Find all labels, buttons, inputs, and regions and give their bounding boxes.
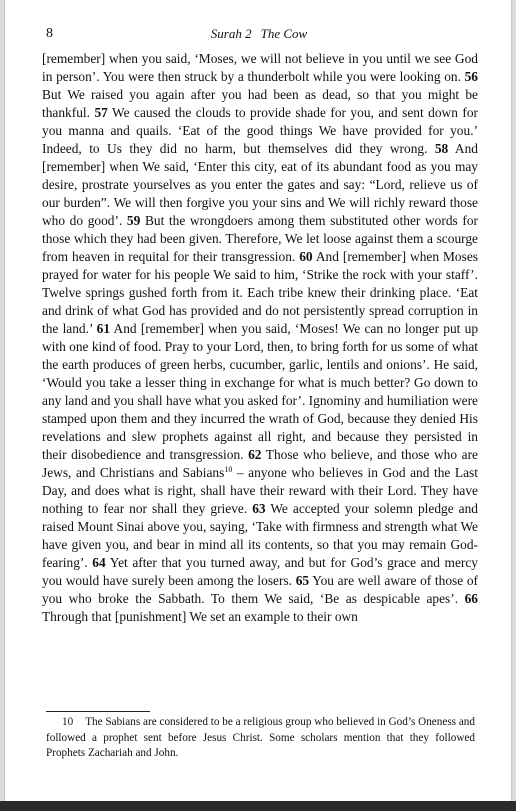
verse-number: 65 xyxy=(295,573,310,589)
text-segment: – anyone who believes in God and the Last Day, and does what is right, shall have their reward with their Lord. They have nothing to fear nor shall they grieve. xyxy=(42,465,478,517)
book-page xyxy=(5,0,511,801)
verse-number: 61 xyxy=(96,321,111,337)
running-head xyxy=(45,26,473,44)
verse-number: 56 xyxy=(464,69,478,85)
verse-number: 66 xyxy=(464,591,478,607)
verse-number: 60 xyxy=(299,249,313,265)
text-segment: You are well aware of those of you who broke the Sabbath. To them We said, ‘Be as despicable apes’. xyxy=(42,573,479,607)
footnote-reference[interactable]: 10 xyxy=(224,465,233,475)
page-number: 8 xyxy=(46,26,53,41)
text-segment: And [remember] when you said, ‘Moses! We can no longer put up with one kind of food. Pray to your Lord, then, to bring forth for us some of what the earth produces of green herbs, cucumber, garlic, lentils and onions’. He said, ‘Would you take a lesser thing in exchange for what is much better? Go down to any land and you shall have what you asked for’. Ignominy and humiliation were stamped upon them and they incurred the wrath of God, because they denied His revelations and slew prophets against all right, and because they persisted in their disobedience and transgression. xyxy=(42,321,479,463)
verse-number: 62 xyxy=(248,447,262,463)
surah-label: Surah 2 xyxy=(210,26,252,41)
footnote-divider xyxy=(46,711,150,712)
footnote-number: 10 xyxy=(62,716,74,728)
text-segment: And [remember] when Moses prayed for water for his people We said to him, ‘Strike the rock with your staff’. Twelve springs gushed forth from it. Each tribe knew their drinking place. ‘Eat and drink of what God has provided and do not persistently spread corruption in the land.’ xyxy=(42,249,478,337)
viewer-bottom-bar xyxy=(0,801,516,811)
text-segment: Yet after that you turned away, and but for God’s grace and mercy you would have surely been among the losers. xyxy=(42,555,478,589)
text-segment: Through that [punishment] We set an example to their own xyxy=(42,609,358,625)
verse-number: 59 xyxy=(126,213,141,229)
verse-number: 64 xyxy=(92,555,106,571)
text-segment: And [remember] when We said, ‘Enter this city, eat of its abundant food as you may desire, prostrate yourselves as you enter the gates and say: “Lord, relieve us of our burden”. We will then forgive you your sins and We will richly reward those who do good’. xyxy=(42,141,478,229)
verse-number: 63 xyxy=(252,501,266,517)
surah-title: The Cow xyxy=(260,26,308,41)
text-segment: But We raised you again after you had been as dead, so that you might be thankful. xyxy=(42,87,478,121)
footnote xyxy=(46,715,475,762)
verse-number: 58 xyxy=(434,141,449,157)
text-segment: We accepted your solemn pledge and raised Mount Sinai above you, saying, ‘Take with firmness and strength what We have given you, and bear in mind all its contents, so that you may remain God-fearing’. xyxy=(42,501,478,571)
running-title xyxy=(45,26,473,42)
text-segment: But the wrongdoers among them substituted other words for those which they had been given. Therefore, We let loose against them a scourge from heaven in requital for their transgression. xyxy=(42,213,478,265)
text-segment: We caused the clouds to provide shade for you, and sent down for you manna and quails. ‘Eat of the good things We have provided for you.’ Indeed, to Us they did no harm, but themselves did they wrong. xyxy=(42,105,478,157)
footnote-text: The Sabians are considered to be a religious group who believed in God’s Oneness and followed a prophet sent before Jesus Christ. Some scholars mention that they followed Prophets Zachariah and John. xyxy=(46,716,475,760)
text-segment: Those who believe, and those who are Jews, and Christians and Sabians xyxy=(42,447,478,481)
verse-number: 57 xyxy=(94,105,108,121)
text-segment: [remember] when you said, ‘Moses, we will not believe in you until we see God in person’. You were then struck by a thunderbolt while you were looking on. xyxy=(42,51,478,85)
body-text xyxy=(42,50,478,627)
